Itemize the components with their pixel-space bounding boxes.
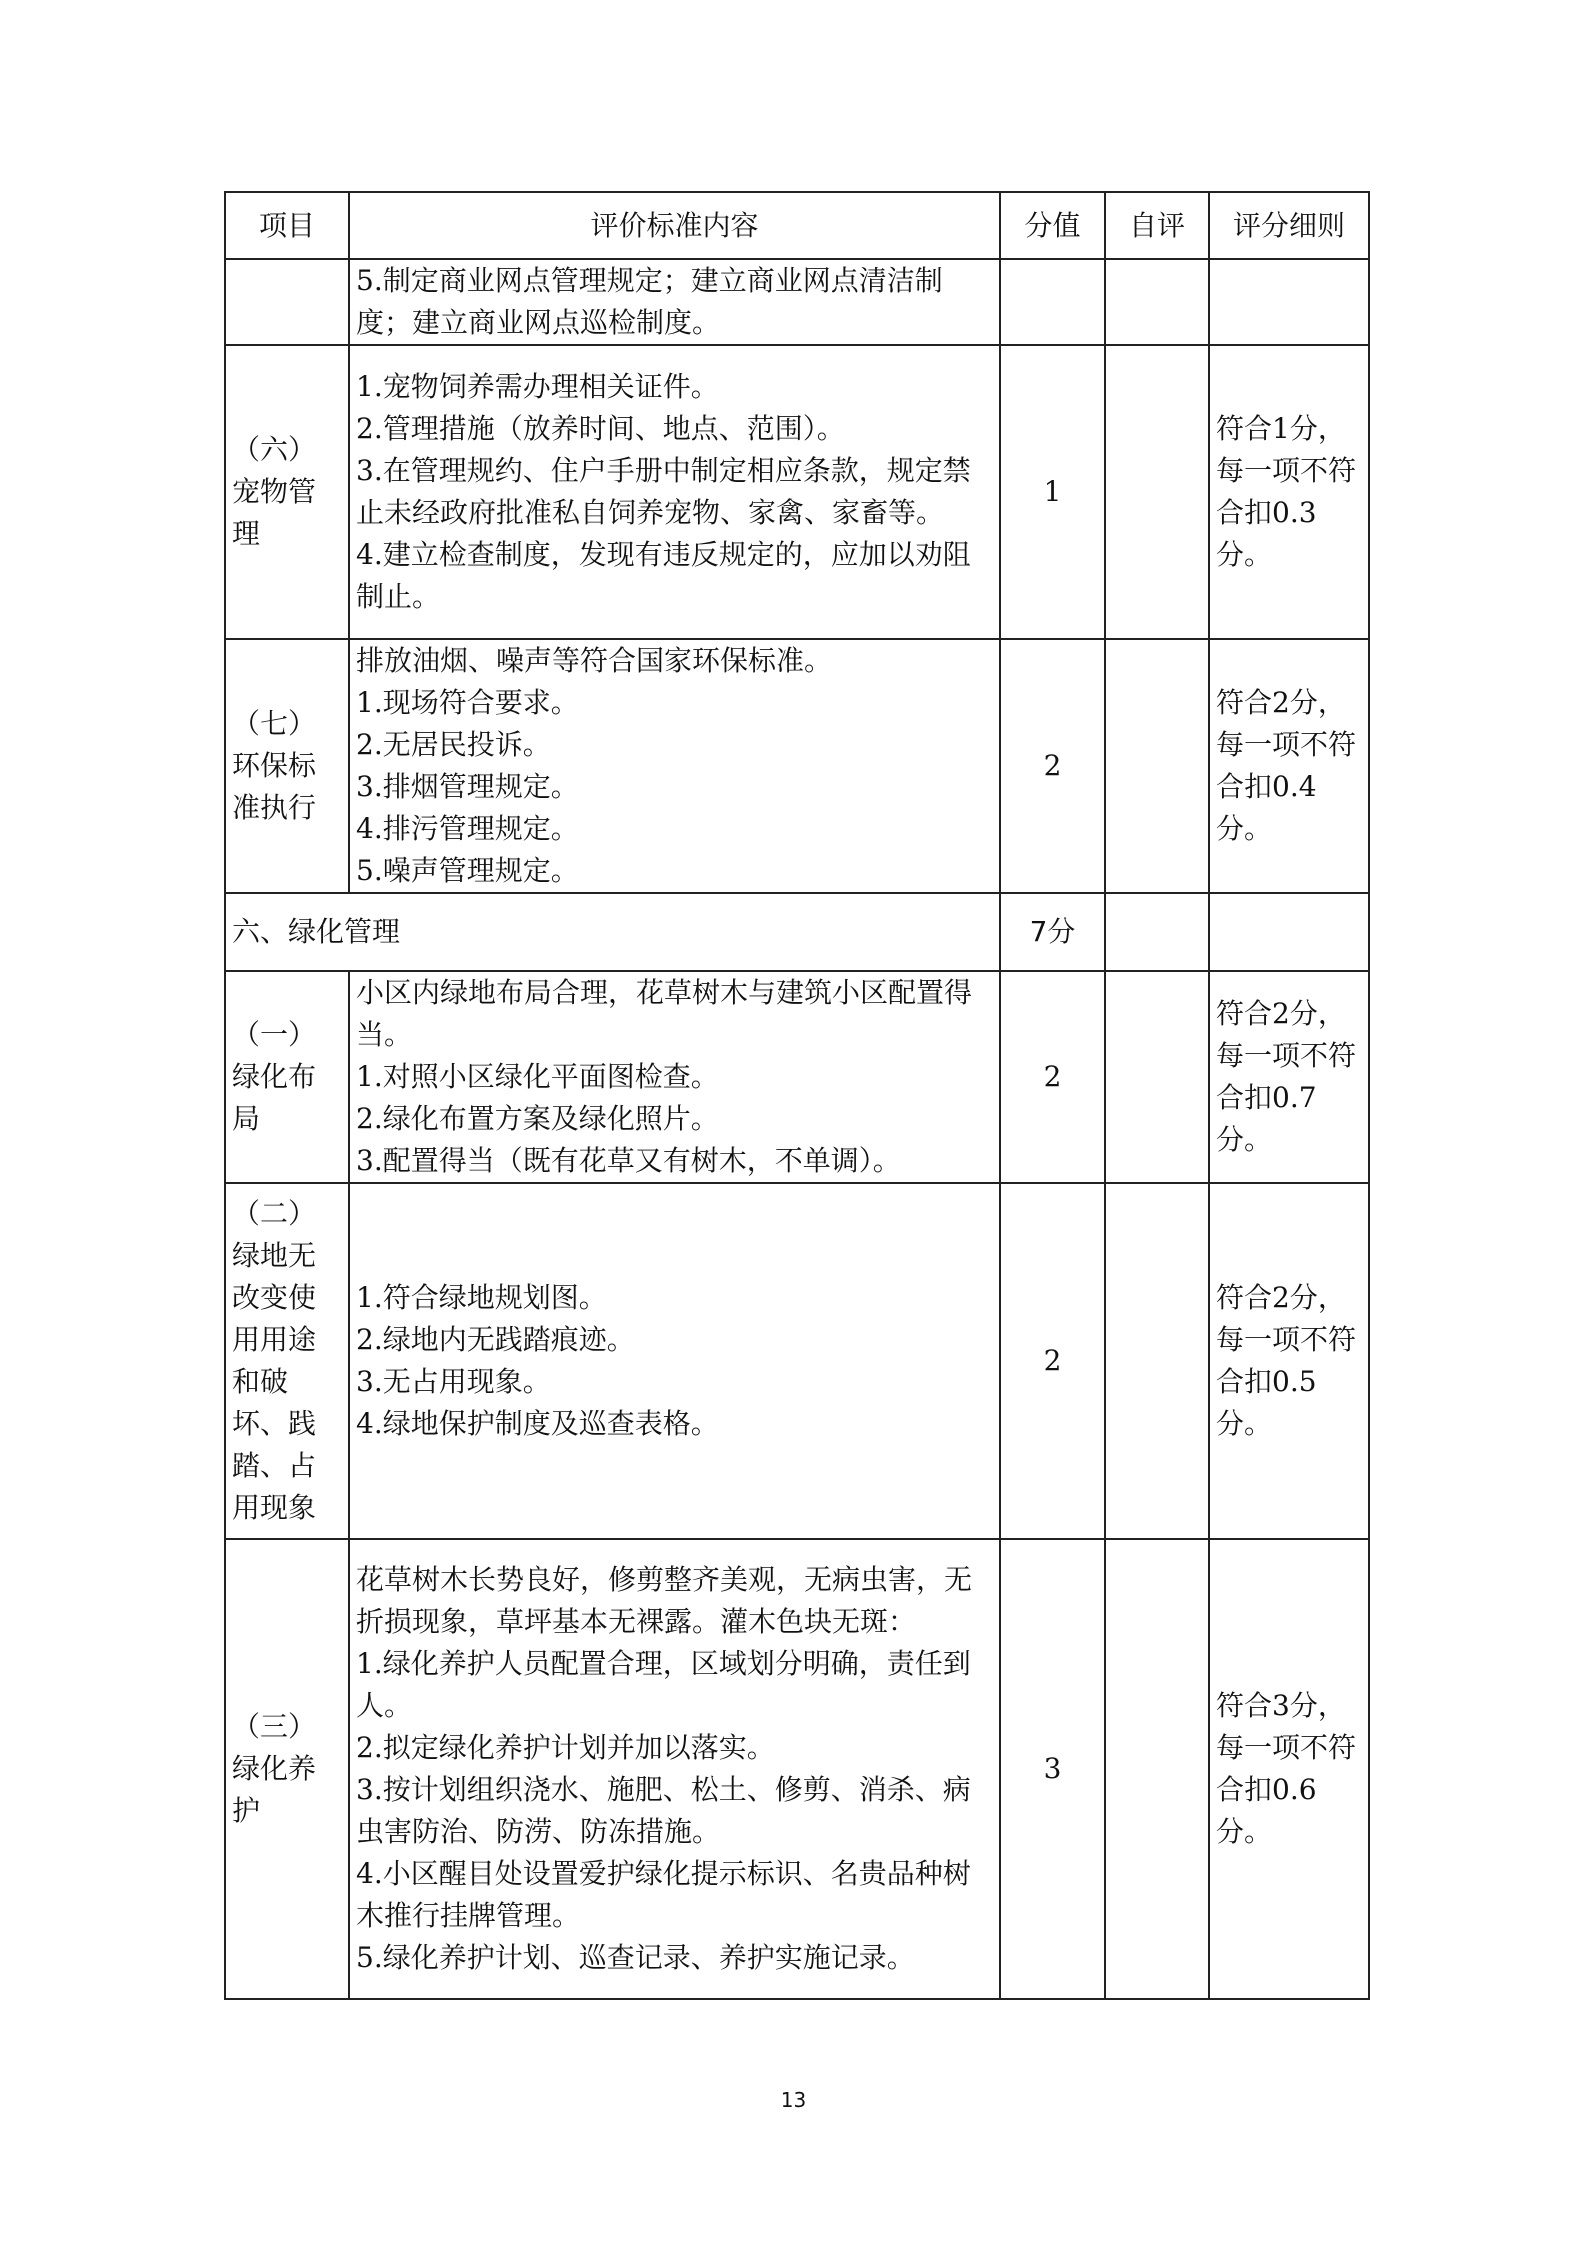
content-line: 1.绿化养护人员配置合理，区域划分明确，责任到人。 [356,1647,971,1722]
content-line: 5.噪声管理规定。 [356,854,579,887]
row-self [1105,639,1209,893]
table-row [225,971,1369,1183]
row-self [1105,345,1209,639]
row-content [349,1539,1000,1999]
header-detail: 评分细则 [1209,192,1369,259]
row-detail [1209,259,1369,345]
header-self: 自评 [1105,192,1209,259]
content-line: 2.无居民投诉。 [356,728,551,761]
content-line: 3.无占用现象。 [356,1365,551,1398]
row-self [1105,1539,1209,1999]
content-line: 2.绿化布置方案及绿化照片。 [356,1102,719,1135]
table-row [225,1539,1369,1999]
row-score: 3 [1000,1539,1105,1999]
header-item: 项目 [225,192,349,259]
content-line: 4.建立检查制度，发现有违反规定的，应加以劝阻制止。 [356,538,971,613]
row-self [1105,259,1209,345]
content-line: 4.排污管理规定。 [356,812,579,845]
content-line: 2.管理措施（放养时间、地点、范围）。 [356,412,845,445]
table-row [225,259,1369,345]
table-row [225,1183,1369,1539]
row-item: （六）宠物管理 [225,345,349,639]
row-content [349,639,1000,893]
row-detail: 符合3分，每一项不符合扣0.6分。 [1209,1539,1369,1999]
content-line: 2.拟定绿化养护计划并加以落实。 [356,1731,775,1764]
row-score [1000,259,1105,345]
row-item: （七）环保标准执行 [225,639,349,893]
page-number: 13 [780,2088,807,2112]
section-row [225,893,1369,971]
row-item: （二）绿地无改变使用用途和破坏、践踏、占用现象 [225,1183,349,1539]
row-score: 2 [1000,1183,1105,1539]
section-score: 7分 [1000,893,1105,971]
row-detail: 符合1分，每一项不符合扣0.3分。 [1209,345,1369,639]
section-detail [1209,893,1369,971]
row-detail: 符合2分，每一项不符合扣0.7分。 [1209,971,1369,1183]
content-line: 5.绿化养护计划、巡查记录、养护实施记录。 [356,1941,915,1974]
row-item [225,259,349,345]
row-content [349,1183,1000,1539]
row-detail: 符合2分，每一项不符合扣0.5分。 [1209,1183,1369,1539]
content-line: 1.宠物饲养需办理相关证件。 [356,370,719,403]
content-line: 3.在管理规约、住户手册中制定相应条款，规定禁止未经政府批准私自饲养宠物、家禽、家畜等。 [356,454,971,529]
content-line: 1.符合绿地规划图。 [356,1281,607,1314]
evaluation-table [224,191,1370,2000]
content-line: 2.绿地内无践踏痕迹。 [356,1323,635,1356]
row-content [349,971,1000,1183]
content-line: 5.制定商业网点管理规定；建立商业网点清洁制度；建立商业网点巡检制度。 [356,264,943,339]
row-item: （一）绿化布局 [225,971,349,1183]
row-score: 2 [1000,971,1105,1183]
row-self [1105,1183,1209,1539]
table-row [225,345,1369,639]
row-content [349,345,1000,639]
content-line: 3.配置得当（既有花草又有树木，不单调）。 [356,1144,901,1177]
header-row [225,192,1369,259]
content-line: 3.排烟管理规定。 [356,770,579,803]
row-item: （三）绿化养护 [225,1539,349,1999]
content-line: 1.现场符合要求。 [356,686,579,719]
section-self [1105,893,1209,971]
table-row [225,639,1369,893]
content-line: 花草树木长势良好，修剪整齐美观，无病虫害，无折损现象，草坪基本无裸露。灌木色块无斑： [356,1563,973,1638]
row-score: 1 [1000,345,1105,639]
content-line: 小区内绿地布局合理，花草树木与建筑小区配置得当。 [356,976,973,1051]
content-line: 排放油烟、噪声等符合国家环保标准。 [356,644,833,677]
section-title: 六、绿化管理 [225,893,1000,971]
content-line: 1.对照小区绿化平面图检查。 [356,1060,719,1093]
row-detail: 符合2分，每一项不符合扣0.4分。 [1209,639,1369,893]
content-line: 4.小区醒目处设置爱护绿化提示标识、名贵品种树木推行挂牌管理。 [356,1857,971,1932]
content-line: 3.按计划组织浇水、施肥、松土、修剪、消杀、病虫害防治、防涝、防冻措施。 [356,1773,971,1848]
row-self [1105,971,1209,1183]
header-content: 评价标准内容 [349,192,1000,259]
content-line: 4.绿地保护制度及巡查表格。 [356,1407,719,1440]
row-score: 2 [1000,639,1105,893]
header-score: 分值 [1000,192,1105,259]
row-content [349,259,1000,345]
